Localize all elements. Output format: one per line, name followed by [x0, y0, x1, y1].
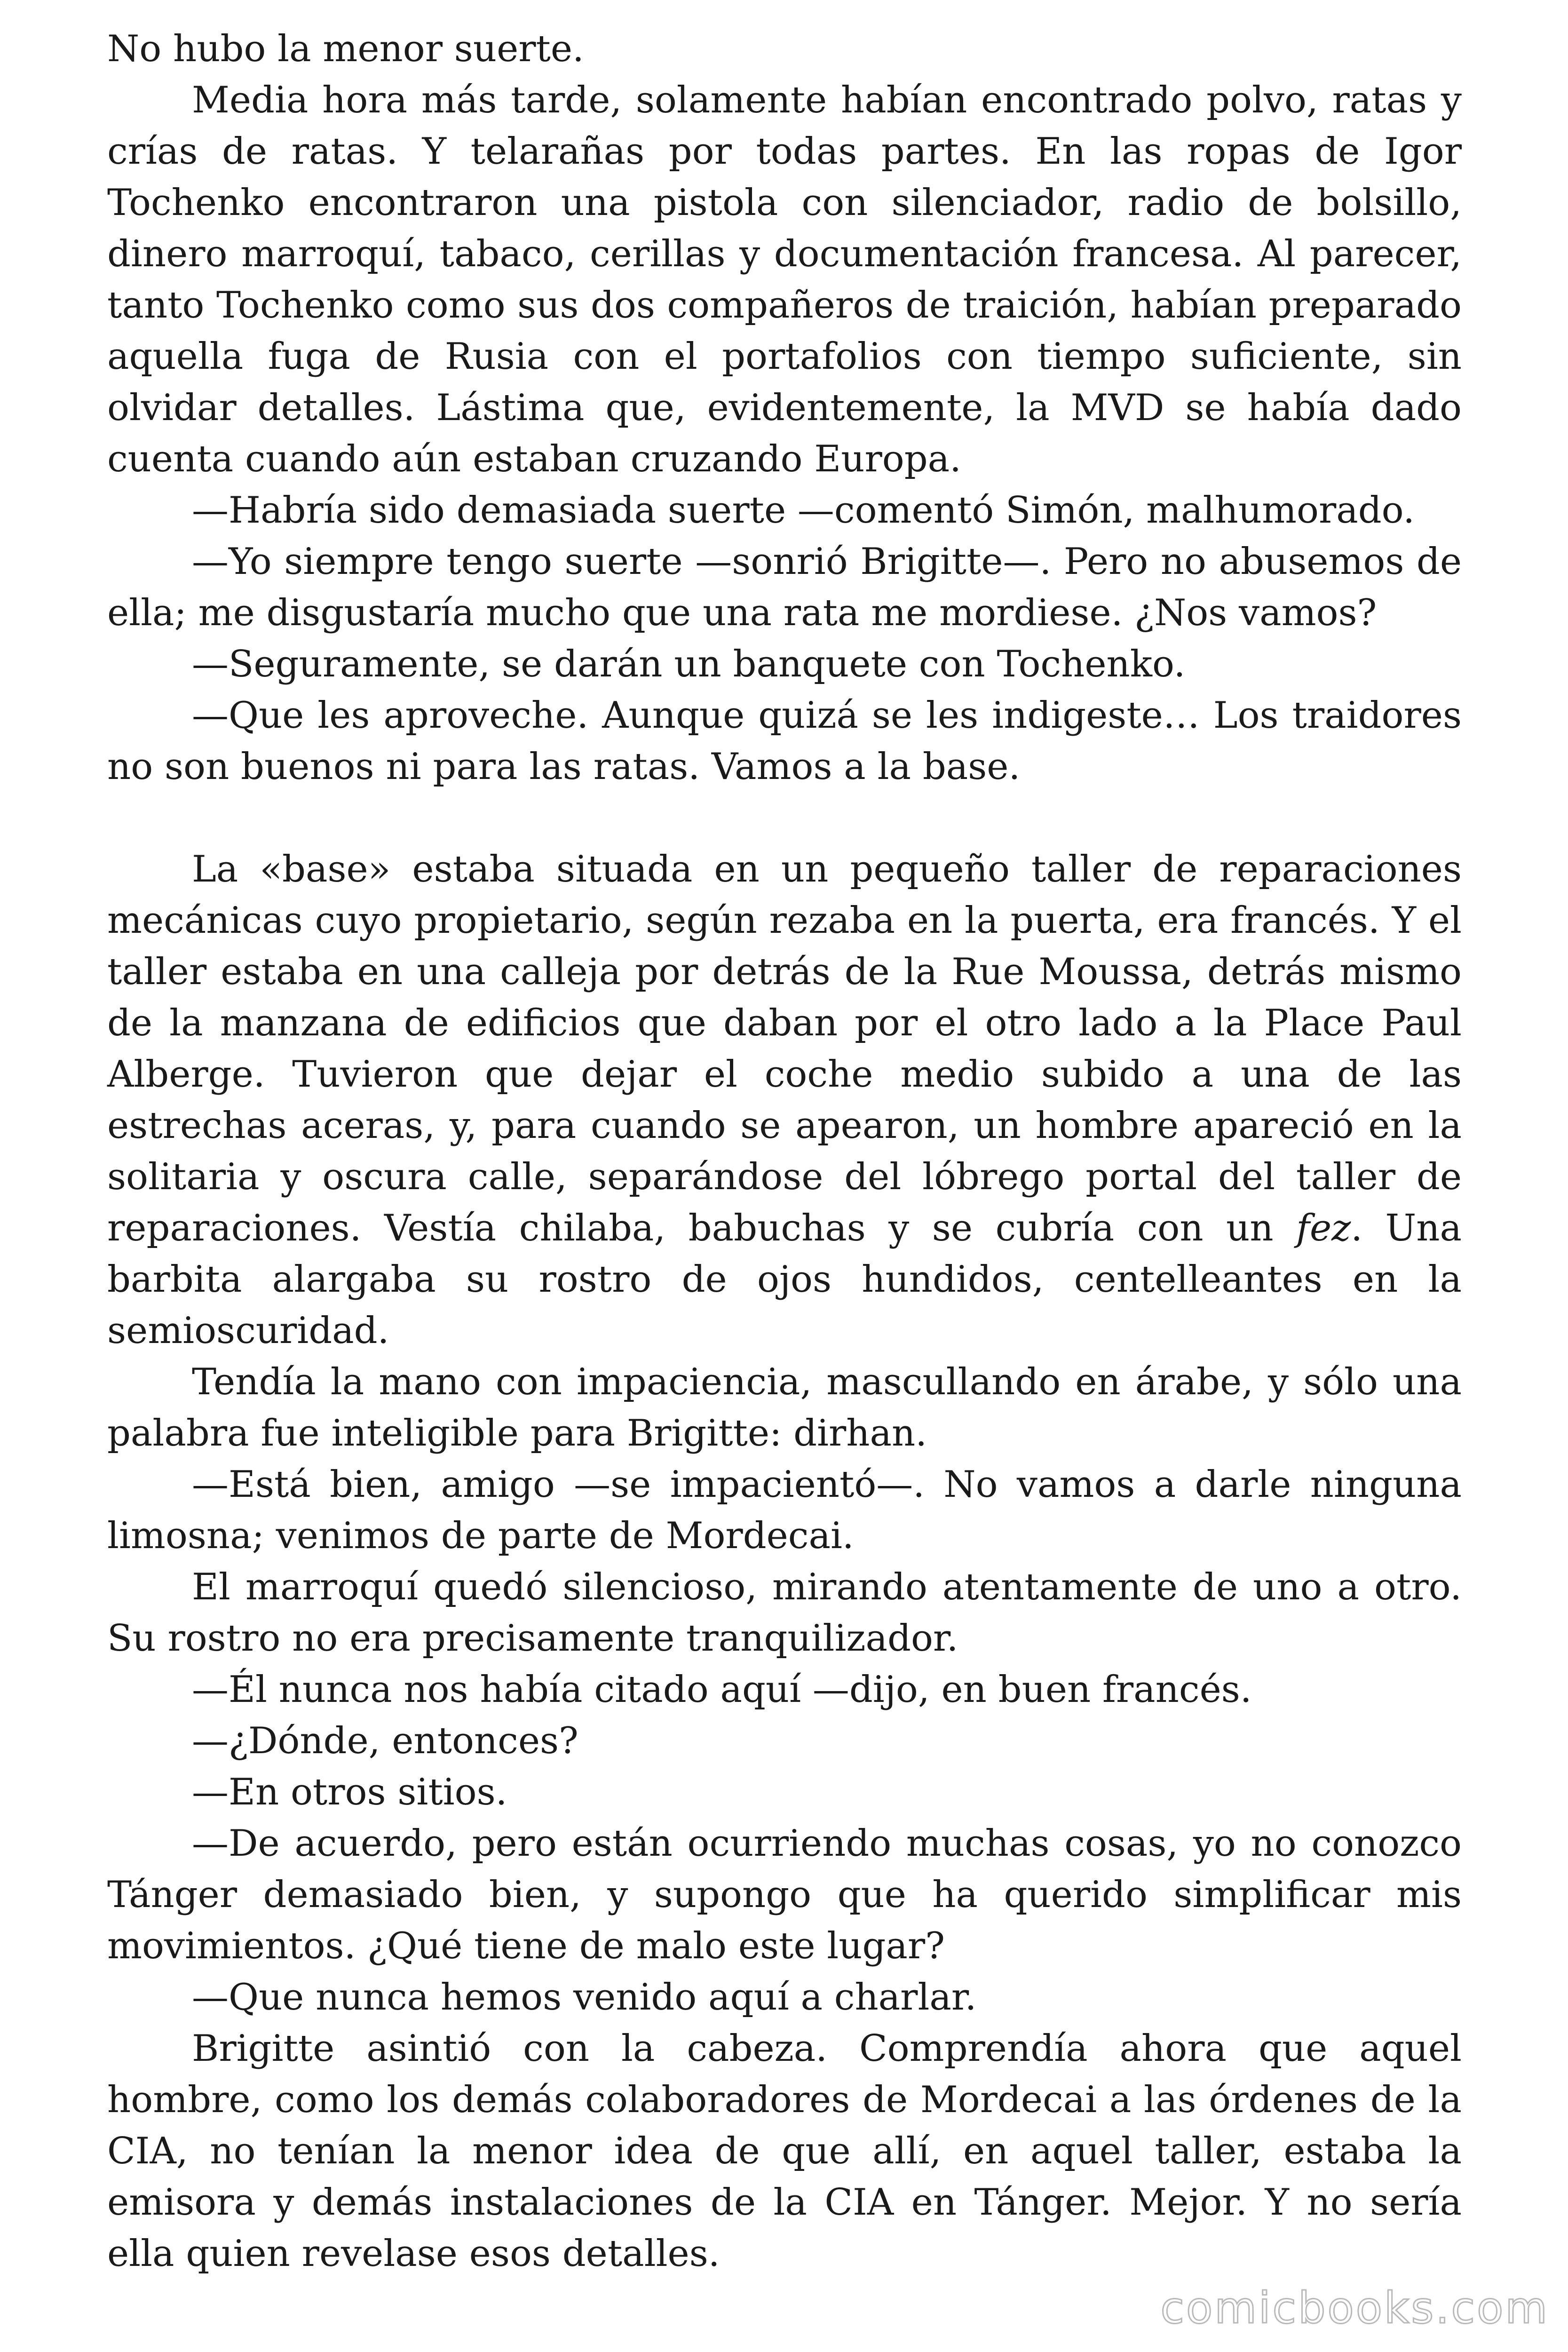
watermark: comicbooks.com — [1160, 2283, 1549, 2333]
paragraph: No hubo la menor suerte. — [107, 28, 584, 70]
paragraph: —Él nunca nos había citado aquí —dijo, en buen francés. — [192, 1669, 1252, 1711]
paragraph: Media hora más tarde, solamente habían encontrado polvo, ratas y crías de ratas. Y telarañas por todas partes. En las ropas de Igor Tochenko encontraron una pistola con silenciador, radio de bolsillo, dinero marroquí, tabaco, cerillas y documentación francesa. Al parecer, tanto Tochenko como sus dos compañeros de traición, habían preparado aquella fuga de Rusia con el portafolios con tiempo suficiente, sin olvidar detalles. Lástima que, evidentemente, la MVD se había dado cuenta cuando aún estaban cruzando Europa. — [107, 79, 1462, 480]
paragraph: Brigitte asintió con la cabeza. Comprendía ahora que aquel hombre, como los demás colaboradores de Mordecai a las órdenes de la CIA, no tenían la menor idea de que allí, en aquel taller, estaba la emisora y demás instalaciones de la CIA en Tánger. Mejor. Y no sería ella quien revelase esos detalles. — [107, 2027, 1462, 2275]
paragraph-text: . Una barbita alargaba su rostro de ojos hundidos, centelleantes en la semioscuridad. — [107, 1207, 1462, 1352]
paragraph: —Yo siempre tengo suerte —sonrió Brigitte—. Pero no abusemos de ella; me disgustaría mucho que una rata me mordiese. ¿Nos vamos? — [107, 540, 1462, 634]
document-page — [107, 24, 1462, 2280]
paragraph: —Habría sido demasiada suerte —comentó Simón, malhumorado. — [192, 489, 1415, 532]
italic-word: fez — [1296, 1207, 1351, 1249]
paragraph: Tendía la mano con impaciencia, mascullando en árabe, y sólo una palabra fue inteligible para Brigitte: dirhan. — [107, 1361, 1462, 1454]
paragraph: —Está bien, amigo —se impacientó—. No vamos a darle ninguna limosna; venimos de parte de Mordecai. — [107, 1463, 1462, 1557]
paragraph: —¿Dónde, entonces? — [192, 1720, 578, 1762]
paragraph-text: La «base» estaba situada en un pequeño taller de reparaciones mecánicas cuyo propietario, según rezaba en la puerta, era francés. Y el taller estaba en una calleja por detrás de la Rue Moussa, detrás mismo de la manzana de edificios que daban por el otro lado a la Place Paul Alberge. Tuvieron que dejar el coche medio subido a una de las estrechas aceras, y, para cuando se apearon, un hombre apareció en la solitaria y oscura calle, separándose del lóbrego portal del taller de reparaciones. Vestía chilaba, babuchas y se cubría con un — [107, 848, 1462, 1249]
paragraph: —Que nunca hemos venido aquí a charlar. — [192, 1976, 977, 2018]
paragraph: El marroquí quedó silencioso, mirando atentamente de uno a otro. Su rostro no era precisamente tranquilizador. — [107, 1566, 1462, 1660]
paragraph: —Seguramente, se darán un banquete con Tochenko. — [192, 643, 1186, 685]
paragraph: —De acuerdo, pero están ocurriendo muchas cosas, yo no conozco Tánger demasiado bien, y supongo que ha querido simplificar mis movimientos. ¿Qué tiene de malo este lugar? — [107, 1822, 1462, 1967]
paragraph: —En otros sitios. — [192, 1771, 507, 1813]
paragraph — [107, 844, 1462, 1357]
paragraph: —Que les aproveche. Aunque quizá se les indigeste… Los traidores no son buenos ni para las ratas. Vamos a la base. — [107, 694, 1462, 788]
